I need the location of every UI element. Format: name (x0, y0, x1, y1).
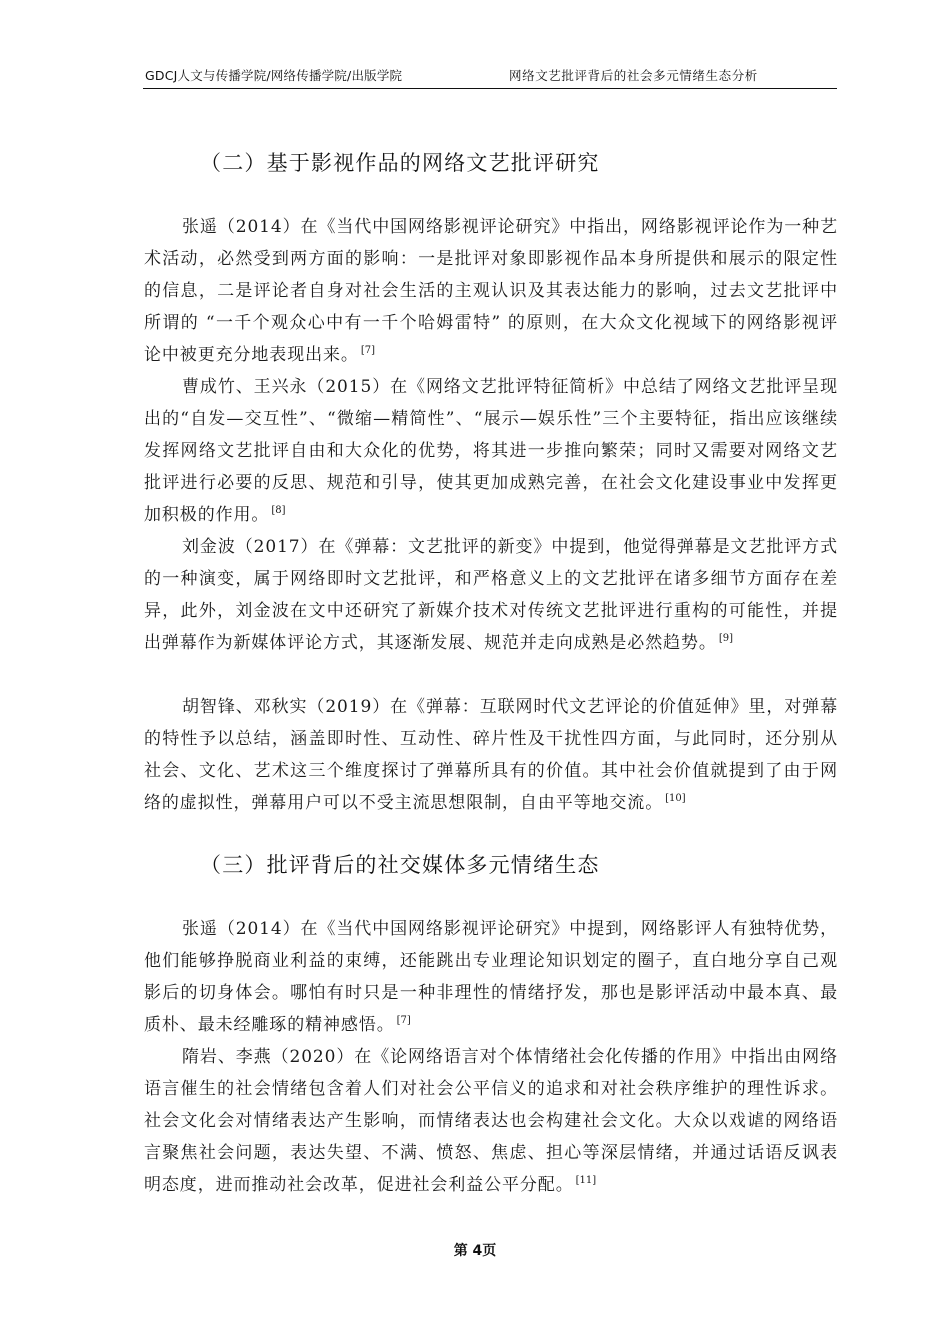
paragraph (144, 371, 838, 531)
paragraph (144, 913, 838, 1041)
running-header (143, 66, 837, 89)
paragraph-text: 张遥（2014）在《当代中国网络影视评论研究》中指出，网络影视评论作为一种艺术活动，必然受到两方面的影响：一是批评对象即影视作品本身所提供和展示的限定性的信息，二是评论者自身对社会生活的主观认识及其表达能力的影响，过去文艺批评中所谓的 “一千个观众心中有一千个哈姆雷特” 的原则，在大众文化视域下的网络影视评论中被更充分地表现出来。 (144, 217, 838, 365)
paragraph (144, 1041, 838, 1201)
section-heading-3: （三）批评背后的社交媒体多元情绪生态 (200, 853, 600, 877)
citation-ref: [7] (396, 1015, 411, 1027)
paragraph (144, 211, 838, 371)
paragraph-text: 胡智锋、邓秋实（2019）在《弹幕：互联网时代文艺评论的价值延伸》里，对弹幕的特性予以总结，涵盖即时性、互动性、碎片性及干扰性四方面，与此同时，还分别从社会、文化、艺术这三个维度探讨了弹幕所具有的价值。其中社会价值就提到了由于网络的虚拟性，弹幕用户可以不受主流思想限制，自由平等地交流。 (144, 697, 838, 813)
paragraph-text: 曹成竹、王兴永（2015）在《网络文艺批评特征简析》中总结了网络文艺批评呈现出的“自发—交互性”、“微缩—精简性”、“展示—娱乐性”三个主要特征，指出应该继续发挥网络文艺批评自由和大众化的优势，将其进一步推向繁荣；同时又需要对网络文艺批评进行必要的反思、规范和引导，使其更加成熟完善，在社会文化建设事业中发挥更加积极的作用。 (144, 377, 838, 525)
section-heading-2: （二）基于影视作品的网络文艺批评研究 (200, 151, 600, 175)
header-paper-title: 网络文艺批评背后的社会多元情绪生态分析 (509, 68, 758, 83)
citation-ref: [10] (665, 793, 686, 805)
paragraph (144, 531, 838, 659)
paragraph-text: 刘金波（2017）在《弹幕：文艺批评的新变》中提到，他觉得弹幕是文艺批评方式的一种演变，属于网络即时文艺批评，和严格意义上的文艺批评在诸多细节方面存在差异，此外，刘金波在文中还研究了新媒介技术对传统文艺批评进行重构的可能性，并提出弹幕作为新媒体评论方式，其逐渐发展、规范并走向成熟是必然趋势。 (144, 537, 838, 653)
citation-ref: [7] (360, 345, 375, 357)
citation-ref: [8] (271, 505, 286, 517)
paragraph (144, 691, 838, 819)
paragraph-text: 隋岩、李燕（2020）在《论网络语言对个体情绪社会化传播的作用》中指出由网络语言催生的社会情绪包含着人们对社会公平信义的追求和对社会秩序维护的理性诉求。社会文化会对情绪表达产生影响，而情绪表达也会构建社会文化。大众以戏谑的网络语言聚焦社会问题，表达失望、不满、愤怒、焦虑、担心等深层情绪，并通过话语反讽表明态度，进而推动社会改革，促进社会利益公平分配。 (144, 1047, 838, 1195)
paragraph-text: 张遥（2014）在《当代中国网络影视评论研究》中提到，网络影评人有独特优势，他们能够挣脱商业利益的束缚，还能跳出专业理论知识划定的圈子，直白地分享自己观影后的切身体会。哪怕有时只是一种非理性的情绪抒发，那也是影评活动中最本真、最质朴、最未经雕琢的精神感悟。 (144, 919, 838, 1035)
citation-ref: [9] (718, 633, 733, 645)
header-institution: GDCJ人文与传播学院/网络传播学院/出版学院 (145, 68, 403, 83)
citation-ref: [11] (575, 1175, 597, 1187)
page-number: 第 4页 (453, 1243, 497, 1259)
